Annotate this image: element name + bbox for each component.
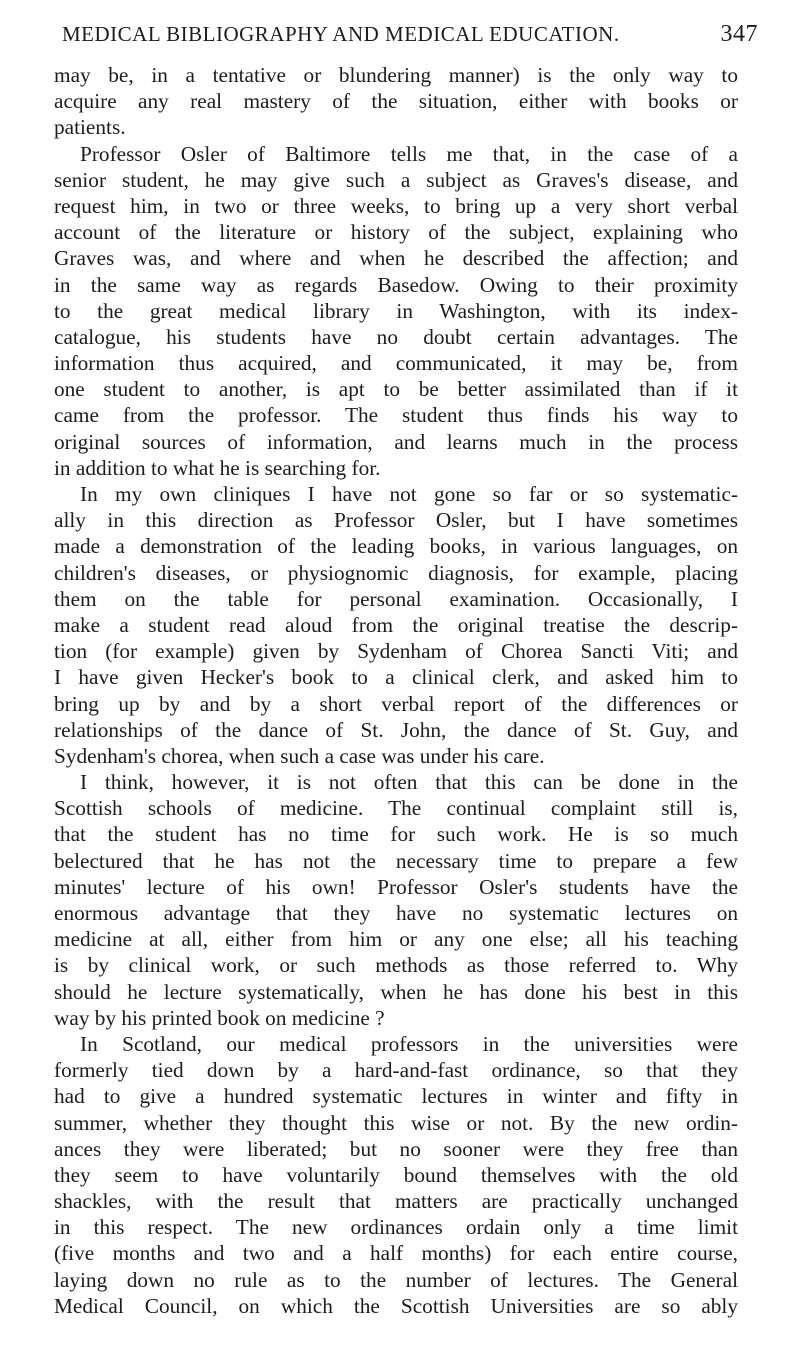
text-line: belectured that he has not the necessary time to prepare a few <box>54 848 738 873</box>
text-line: came from the professor. The student thus finds his way to <box>54 403 738 428</box>
text-line: original sources of information, and learns much in the process <box>54 429 738 454</box>
text-line: minutes' lecture of his own! Professor Osler's students have the <box>54 874 738 899</box>
text-line: in the same way as regards Basedow. Owing to their proximity <box>54 272 738 297</box>
text-line: (five months and two and a half months) for each entire course, <box>54 1241 738 1266</box>
text-line: in addition to what he is searching for. <box>54 455 381 480</box>
text-line: catalogue, his students have no doubt certain advantages. The <box>54 324 738 349</box>
text-line: summer, whether they thought this wise or not. By the new ordin- <box>54 1110 738 1135</box>
text-line: Scottish schools of medicine. The continual complaint still is, <box>54 796 738 821</box>
running-head <box>54 14 758 54</box>
text-line: that the student has no time for such work. He is so much <box>54 822 738 847</box>
body-text <box>54 62 738 1319</box>
text-line: shackles, with the result that matters are practically unchanged <box>54 1189 738 1214</box>
text-line: I think, however, it is not often that this can be done in the <box>80 770 738 795</box>
text-line: information thus acquired, and communicated, it may be, from <box>54 351 738 376</box>
text-line: account of the literature or history of the subject, explaining who <box>54 220 738 245</box>
text-line: Medical Council, on which the Scottish Universities are so ably <box>54 1293 738 1318</box>
text-line: is by clinical work, or such methods as those referred to. Why <box>54 953 738 978</box>
text-line: relationships of the dance of St. John, the dance of St. Guy, and <box>54 717 738 742</box>
page-number: 347 <box>720 21 758 47</box>
text-line: made a demonstration of the leading books, in various languages, on <box>54 534 738 559</box>
text-line: In Scotland, our medical professors in the universities were <box>80 1031 738 1056</box>
text-line: request him, in two or three weeks, to bring up a very short verbal <box>54 193 738 218</box>
text-line: ally in this direction as Professor Osler, but I have sometimes <box>54 508 738 533</box>
text-line: children's diseases, or physiognomic diagnosis, for example, placing <box>54 560 738 585</box>
text-line: senior student, he may give such a subject as Graves's disease, and <box>54 167 738 192</box>
text-line: they seem to have voluntarily bound themselves with the old <box>54 1162 738 1187</box>
text-line: Sydenham's chorea, when such a case was under his care. <box>54 743 545 768</box>
text-line: ances they were liberated; but no sooner were they free than <box>54 1136 738 1161</box>
text-line: formerly tied down by a hard-and-fast ordinance, so that they <box>54 1058 738 1083</box>
text-line: patients. <box>54 115 126 140</box>
text-line: make a student read aloud from the original treatise the descrip- <box>54 612 738 637</box>
text-line: Professor Osler of Baltimore tells me that, in the case of a <box>80 141 738 166</box>
text-line: way by his printed book on medicine ? <box>54 1005 385 1030</box>
text-line: medicine at all, either from him or any one else; all his teaching <box>54 927 738 952</box>
text-line: bring up by and by a short verbal report of the differences or <box>54 691 738 716</box>
running-head-title: MEDICAL BIBLIOGRAPHY AND MEDICAL EDUCATION. <box>62 22 620 46</box>
text-line: Graves was, and where and when he described the affection; and <box>54 246 738 271</box>
text-line: tion (for example) given by Sydenham of Chorea Sancti Viti; and <box>54 639 738 664</box>
text-line: in this respect. The new ordinances ordain only a time limit <box>54 1215 738 1240</box>
text-line: them on the table for personal examination. Occasionally, I <box>54 586 738 611</box>
text-line: should he lecture systematically, when he has done his best in this <box>54 979 738 1004</box>
text-line: to the great medical library in Washington, with its index- <box>54 298 738 323</box>
text-line: In my own cliniques I have not gone so far or so systematic- <box>80 482 738 506</box>
text-line: enormous advantage that they have no systematic lectures on <box>54 901 738 925</box>
text-line: may be, in a tentative or blundering manner) is the only way to <box>54 63 738 87</box>
text-line: acquire any real mastery of the situation, either with books or <box>54 89 738 114</box>
text-line: had to give a hundred systematic lectures in winter and fifty in <box>54 1084 738 1109</box>
text-line: I have given Hecker's book to a clinical clerk, and asked him to <box>54 665 738 690</box>
text-line: one student to another, is apt to be better assimilated than if it <box>54 377 738 402</box>
text-line: laying down no rule as to the number of lectures. The General <box>54 1267 738 1292</box>
